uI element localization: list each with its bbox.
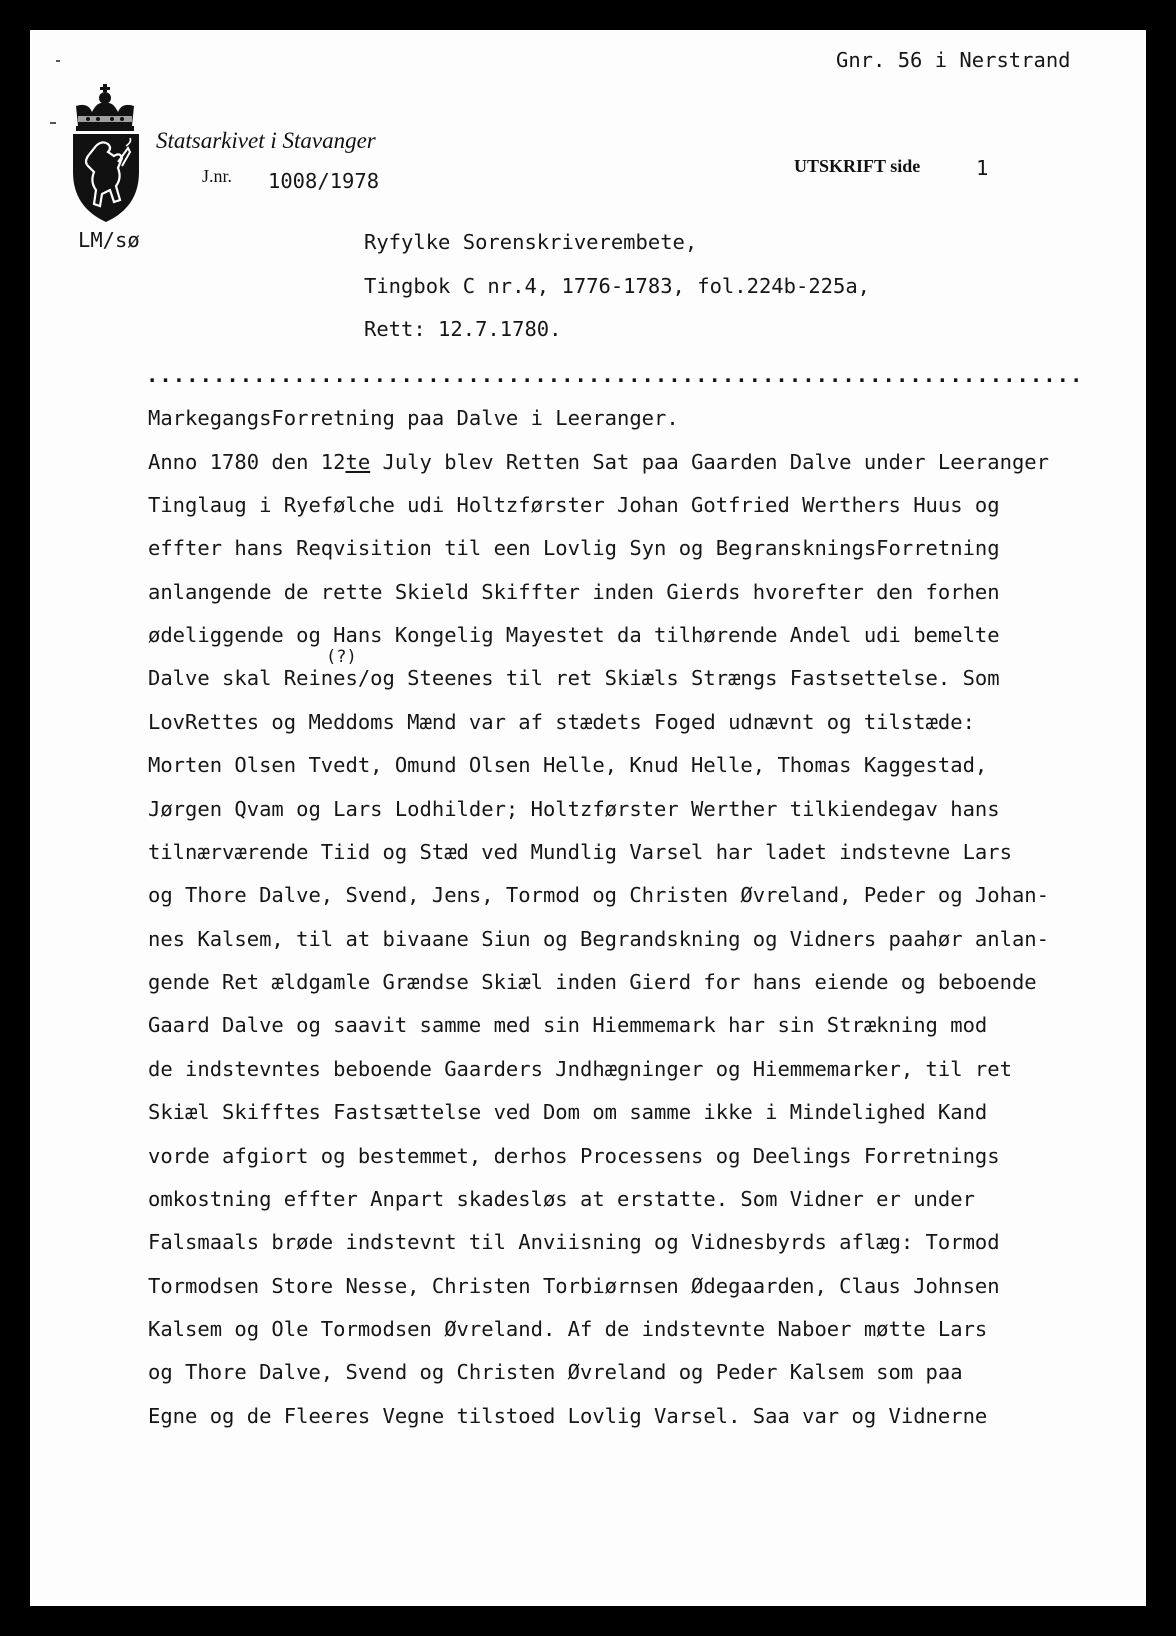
body-line: Jørgen Qvam og Lars Lodhilder; Holtzførster Werther tilkiendegav hans xyxy=(148,797,1000,821)
uncertain-reading-mark: (?) xyxy=(326,647,357,667)
margin-tick-top xyxy=(56,60,60,62)
document-title: MarkegangsForretning paa Dalve i Leeranger. xyxy=(148,406,679,430)
body-line: vorde afgiort og bestemmet, derhos Processens og Deelings Forretnings xyxy=(148,1144,1000,1168)
body-line: anlangende de rette Skield Skiffter inden Gierds hvorefter den forhen xyxy=(148,580,1000,604)
body-line: Gaard Dalve og saavit samme med sin Hiemmemark har sin Strækning mod xyxy=(148,1013,988,1037)
body-line: effter hans Reqvisition til een Lovlig Syn og BegranskningsForretning xyxy=(148,536,1000,560)
body-line: Tormodsen Store Nesse, Christen Torbiørnsen Ødegaarden, Claus Johnsen xyxy=(148,1274,1000,1298)
margin-tick-bottom xyxy=(50,122,56,124)
body-line: ødeliggende og Hans Kongelig Mayestet da tilhørende Andel udi bemelte xyxy=(148,623,1000,647)
body-line: Morten Olsen Tvedt, Omund Olsen Helle, Knud Helle, Thomas Kaggestad, xyxy=(148,753,988,777)
body-line: gende Ret ældgamle Grændse Skiæl inden Gierd for hans eiende og beboende xyxy=(148,970,1037,994)
body-line: Tinglaug i Ryefølche udi Holtzførster Johan Gotfried Werthers Huus og xyxy=(148,493,1000,517)
body-line-1-start: Anno 1780 den 12 xyxy=(148,450,346,474)
document-page xyxy=(30,30,1146,1606)
source-court-date: Rett: 12.7.1780. xyxy=(364,317,562,341)
body-line: og Thore Dalve, Svend og Christen Øvreland og Peder Kalsem som paa xyxy=(148,1360,963,1384)
norwegian-coat-of-arms-icon xyxy=(68,82,144,224)
initials: LM/sø xyxy=(78,228,140,252)
ordinal-suffix: te xyxy=(345,450,371,474)
body-line: LovRettes og Meddoms Mænd var af stædets Foged udnævnt og tilstæde: xyxy=(148,710,975,734)
jnr-label: J.nr. xyxy=(202,166,233,186)
archive-name: Statsarkivet i Stavanger xyxy=(156,128,376,153)
body-line: Falsmaals brøde indstevnt til Anviisning og Vidnesbyrds aflæg: Tormod xyxy=(148,1230,1000,1254)
body-line: Egne og de Fleeres Vegne tilstoed Lovlig Varsel. Saa var og Vidnerne xyxy=(148,1404,988,1428)
page-number: 1 xyxy=(976,156,989,180)
body-line: de indstevntes beboende Gaarders Jndhægninger og Hiemmemarker, til ret xyxy=(148,1057,1012,1081)
body-line: tilnærværende Tiid og Stæd ved Mundlig Varsel har ladet indstevne Lars xyxy=(148,840,1012,864)
body-line: Kalsem og Ole Tormodsen Øvreland. Af de indstevnte Naboer møtte Lars xyxy=(148,1317,988,1341)
utskrift-label: UTSKRIFT side xyxy=(794,156,921,176)
jnr-value: 1008/1978 xyxy=(268,169,380,193)
body-line: og Thore Dalve, Svend, Jens, Tormod og Christen Øvreland, Peder og Johan- xyxy=(148,883,1049,907)
dotted-divider: ...................................................................... xyxy=(146,363,1084,387)
body-line: Skiæl Skifftes Fastsættelse ved Dom om samme ikke i Mindelighed Kand xyxy=(148,1100,988,1124)
body-line-1 xyxy=(148,450,1049,474)
source-office: Ryfylke Sorenskriverembete, xyxy=(364,230,698,254)
body-line-1-end: July blev Retten Sat paa Gaarden Dalve under Leeranger xyxy=(370,450,1049,474)
body-line: nes Kalsem, til at bivaane Siun og Begrandskning og Vidners paahør anlan- xyxy=(148,927,1049,951)
source-book: Tingbok C nr.4, 1776-1783, fol.224b-225a, xyxy=(364,274,871,298)
gnr-reference: Gnr. 56 i Nerstrand xyxy=(836,48,1071,72)
body-line: Dalve skal Reines/og Steenes til ret Skiæls Strængs Fastsettelse. Som xyxy=(148,666,1000,690)
body-line: omkostning effter Anpart skadesløs at erstatte. Som Vidner er under xyxy=(148,1187,975,1211)
